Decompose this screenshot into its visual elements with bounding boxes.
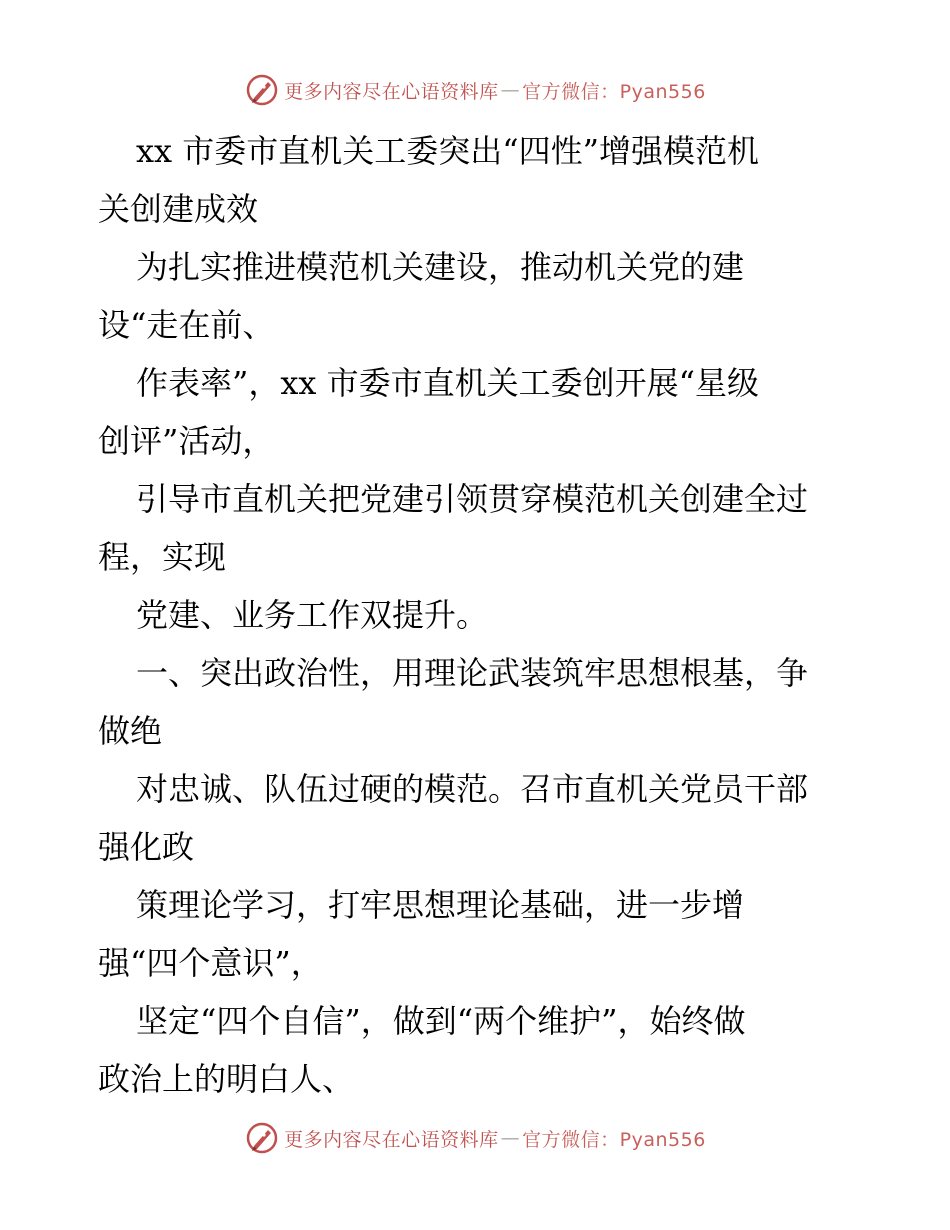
footer-banner bbox=[0, 1118, 950, 1158]
text-line: 一、突出政治性，用理论武装筑牢思想根基，争 bbox=[136, 654, 809, 692]
header-banner bbox=[0, 70, 950, 110]
banner-text: 更多内容尽在心语资料库 bbox=[284, 80, 499, 103]
text-line: 策理论学习，打牢思想理论基础，进一步增 bbox=[136, 886, 745, 924]
text-line: 设“走在前、 bbox=[98, 306, 275, 344]
text-line: 创评”活动， bbox=[98, 422, 275, 460]
text-line: 党建、业务工作双提升。 bbox=[136, 596, 489, 634]
banner-dash: — bbox=[500, 1127, 521, 1149]
banner-account: 官方微信：Pyan556 bbox=[522, 1128, 706, 1151]
text-line: 政治上的明白人、 bbox=[98, 1060, 355, 1098]
banner-account: 官方微信：Pyan556 bbox=[522, 80, 706, 103]
text-line: 强“四个意识”， bbox=[98, 944, 323, 982]
banner-dash: — bbox=[500, 79, 521, 101]
body-text bbox=[98, 122, 868, 1108]
text-line: 坚定“四个自信”，做到“两个维护”，始终做 bbox=[136, 1002, 746, 1040]
text-line: 程，实现 bbox=[98, 538, 227, 576]
text-line: 做绝 bbox=[98, 712, 163, 750]
text-line: xx 市委市直机关工委突出“四性”增强模范机 bbox=[136, 132, 759, 170]
text-line: 作表率”，xx 市委市直机关工委创开展“星级 bbox=[136, 364, 759, 402]
text-line: 引导市直机关把党建引领贯穿模范机关创建全过 bbox=[136, 480, 809, 518]
text-line: 对忠诚、队伍过硬的模范。召市直机关党员干部 bbox=[136, 770, 809, 808]
text-line: 为扎实推进模范机关建设，推动机关党的建 bbox=[136, 248, 745, 286]
pen-logo-icon bbox=[244, 72, 280, 108]
text-line: 关创建成效 bbox=[98, 190, 259, 228]
pen-logo-icon bbox=[244, 1120, 280, 1156]
banner-text: 更多内容尽在心语资料库 bbox=[284, 1128, 499, 1151]
text-line: 强化政 bbox=[98, 828, 195, 866]
